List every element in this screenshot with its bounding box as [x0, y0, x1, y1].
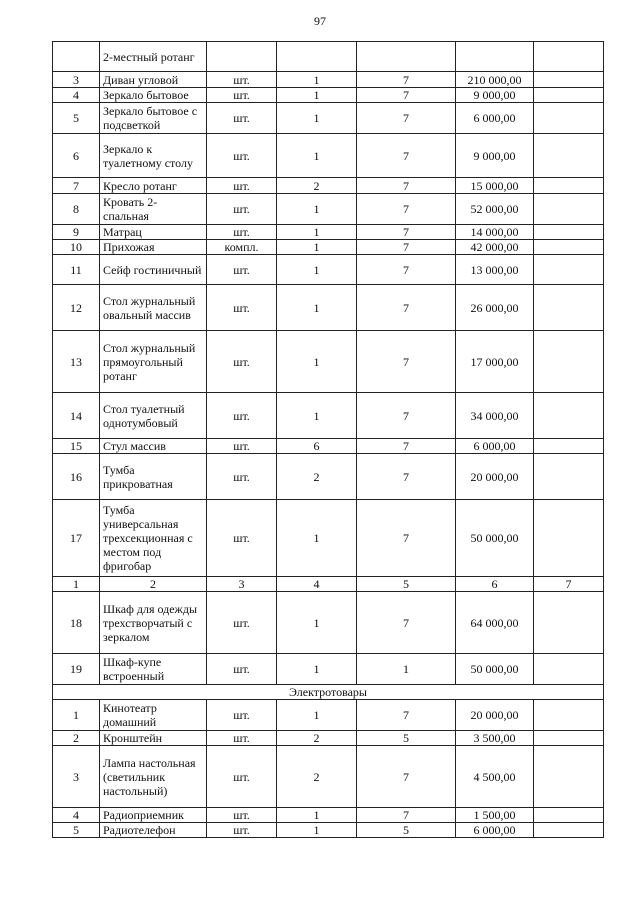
price-cell: 64 000,00 — [456, 592, 534, 654]
row-number-cell: 16 — [53, 454, 100, 500]
price-cell: 9 000,00 — [456, 134, 534, 178]
unit-cell: шт. — [207, 500, 277, 577]
row-number-cell: 3 — [53, 746, 100, 808]
unit-cell: шт. — [207, 823, 277, 838]
quantity-cell: 1 — [277, 103, 357, 134]
unit-cell: шт. — [207, 194, 277, 225]
service-life-cell: 7 — [357, 134, 456, 178]
item-name-cell: Шкаф-купе встроенный — [100, 654, 207, 685]
quantity-cell: 2 — [277, 454, 357, 500]
price-cell: 50 000,00 — [456, 654, 534, 685]
service-life-cell — [357, 42, 456, 72]
extra-cell — [534, 103, 604, 134]
quantity-cell: 1 — [277, 72, 357, 88]
extra-cell — [534, 255, 604, 285]
price-cell: 50 000,00 — [456, 500, 534, 577]
unit-cell: шт. — [207, 331, 277, 393]
extra-cell — [534, 500, 604, 577]
column-number-row — [53, 577, 604, 592]
extra-cell: 7 — [534, 577, 604, 592]
row-number-cell: 12 — [53, 285, 100, 331]
service-life-cell: 7 — [357, 72, 456, 88]
unit-cell: шт. — [207, 72, 277, 88]
table-row — [53, 88, 604, 103]
item-name-cell: Сейф гостиничный — [100, 255, 207, 285]
row-number-cell — [53, 42, 100, 72]
table-row — [53, 72, 604, 88]
row-number-cell: 18 — [53, 592, 100, 654]
quantity-cell: 2 — [277, 746, 357, 808]
price-cell — [456, 42, 534, 72]
quantity-cell: 1 — [277, 285, 357, 331]
item-name-cell: Прихожая — [100, 240, 207, 255]
row-number-cell: 1 — [53, 700, 100, 731]
price-cell: 20 000,00 — [456, 700, 534, 731]
quantity-cell: 1 — [277, 240, 357, 255]
quantity-cell: 1 — [277, 654, 357, 685]
price-cell: 52 000,00 — [456, 194, 534, 225]
row-number-cell: 8 — [53, 194, 100, 225]
extra-cell — [534, 439, 604, 454]
price-cell: 42 000,00 — [456, 240, 534, 255]
extra-cell — [534, 134, 604, 178]
quantity-cell: 1 — [277, 500, 357, 577]
quantity-cell: 1 — [277, 808, 357, 823]
extra-cell — [534, 331, 604, 393]
extra-cell — [534, 731, 604, 746]
item-name-cell: Кинотеатр домашний — [100, 700, 207, 731]
service-life-cell: 5 — [357, 731, 456, 746]
table-row — [53, 393, 604, 439]
table-row — [53, 42, 604, 72]
extra-cell — [534, 393, 604, 439]
inventory-table — [52, 41, 604, 838]
unit-cell — [207, 42, 277, 72]
extra-cell — [534, 240, 604, 255]
row-number-cell: 11 — [53, 255, 100, 285]
service-life-cell: 7 — [357, 454, 456, 500]
unit-cell: шт. — [207, 746, 277, 808]
table-row — [53, 592, 604, 654]
table-row — [53, 808, 604, 823]
table-row — [53, 178, 604, 194]
item-name-cell: Тумба универсальная трехсекционная с местом под фригобар — [100, 500, 207, 577]
unit-cell: шт. — [207, 255, 277, 285]
unit-cell: шт. — [207, 808, 277, 823]
service-life-cell: 7 — [357, 393, 456, 439]
unit-cell: шт. — [207, 731, 277, 746]
service-life-cell: 7 — [357, 285, 456, 331]
service-life-cell: 1 — [357, 654, 456, 685]
item-name-cell: Лампа настольная (светильник настольный) — [100, 746, 207, 808]
item-name-cell: Зеркало бытовое с подсветкой — [100, 103, 207, 134]
quantity-cell: 1 — [277, 255, 357, 285]
item-name-cell: Тумба прикроватная — [100, 454, 207, 500]
unit-cell: 3 — [207, 577, 277, 592]
unit-cell: шт. — [207, 700, 277, 731]
row-number-cell: 5 — [53, 823, 100, 838]
service-life-cell: 7 — [357, 439, 456, 454]
price-cell: 14 000,00 — [456, 225, 534, 240]
page-number: 97 — [314, 14, 326, 28]
table-row — [53, 731, 604, 746]
unit-cell: шт. — [207, 134, 277, 178]
item-name-cell: Радиоприемник — [100, 808, 207, 823]
unit-cell: шт. — [207, 393, 277, 439]
extra-cell — [534, 42, 604, 72]
extra-cell — [534, 808, 604, 823]
item-name-cell: 2-местный ротанг — [100, 42, 207, 72]
price-cell: 15 000,00 — [456, 178, 534, 194]
price-cell: 4 500,00 — [456, 746, 534, 808]
row-number-cell: 13 — [53, 331, 100, 393]
extra-cell — [534, 225, 604, 240]
service-life-cell: 7 — [357, 700, 456, 731]
quantity-cell: 2 — [277, 178, 357, 194]
item-name-cell: Зеркало к туалетному столу — [100, 134, 207, 178]
price-cell: 17 000,00 — [456, 331, 534, 393]
price-cell: 6 000,00 — [456, 439, 534, 454]
quantity-cell: 4 — [277, 577, 357, 592]
row-number-cell: 14 — [53, 393, 100, 439]
extra-cell — [534, 454, 604, 500]
table-row — [53, 439, 604, 454]
table-row — [53, 240, 604, 255]
extra-cell — [534, 72, 604, 88]
row-number-cell: 4 — [53, 88, 100, 103]
price-cell: 20 000,00 — [456, 454, 534, 500]
row-number-cell: 15 — [53, 439, 100, 454]
service-life-cell: 7 — [357, 103, 456, 134]
quantity-cell — [277, 42, 357, 72]
row-number-cell: 6 — [53, 134, 100, 178]
row-number-cell: 4 — [53, 808, 100, 823]
price-cell: 6 000,00 — [456, 823, 534, 838]
table-row — [53, 255, 604, 285]
table-row — [53, 746, 604, 808]
item-name-cell: Кресло ротанг — [100, 178, 207, 194]
service-life-cell: 7 — [357, 194, 456, 225]
extra-cell — [534, 823, 604, 838]
price-cell: 3 500,00 — [456, 731, 534, 746]
item-name-cell: 2 — [100, 577, 207, 592]
table-row — [53, 700, 604, 731]
row-number-cell: 5 — [53, 103, 100, 134]
quantity-cell: 1 — [277, 393, 357, 439]
price-cell: 34 000,00 — [456, 393, 534, 439]
service-life-cell: 7 — [357, 255, 456, 285]
price-cell: 26 000,00 — [456, 285, 534, 331]
item-name-cell: Диван угловой — [100, 72, 207, 88]
unit-cell: шт. — [207, 103, 277, 134]
service-life-cell: 7 — [357, 808, 456, 823]
table-row — [53, 285, 604, 331]
item-name-cell: Кронштейн — [100, 731, 207, 746]
unit-cell: шт. — [207, 88, 277, 103]
table-row — [53, 331, 604, 393]
row-number-cell: 17 — [53, 500, 100, 577]
service-life-cell: 5 — [357, 823, 456, 838]
unit-cell: шт. — [207, 454, 277, 500]
table-row — [53, 654, 604, 685]
item-name-cell: Радиотелефон — [100, 823, 207, 838]
row-number-cell: 19 — [53, 654, 100, 685]
service-life-cell: 7 — [357, 240, 456, 255]
row-number-cell: 10 — [53, 240, 100, 255]
item-name-cell: Стол туалетный однотумбовый — [100, 393, 207, 439]
extra-cell — [534, 194, 604, 225]
price-cell: 6 — [456, 577, 534, 592]
quantity-cell: 6 — [277, 439, 357, 454]
quantity-cell: 1 — [277, 331, 357, 393]
extra-cell — [534, 746, 604, 808]
table-row — [53, 823, 604, 838]
quantity-cell: 1 — [277, 88, 357, 103]
service-life-cell: 7 — [357, 592, 456, 654]
service-life-cell: 7 — [357, 178, 456, 194]
item-name-cell: Кровать 2-спальная — [100, 194, 207, 225]
extra-cell — [534, 285, 604, 331]
service-life-cell: 7 — [357, 225, 456, 240]
unit-cell: компл. — [207, 240, 277, 255]
service-life-cell: 7 — [357, 331, 456, 393]
inventory-table-body — [53, 42, 604, 838]
service-life-cell: 7 — [357, 500, 456, 577]
service-life-cell: 7 — [357, 746, 456, 808]
item-name-cell: Матрац — [100, 225, 207, 240]
unit-cell: шт. — [207, 592, 277, 654]
service-life-cell: 7 — [357, 88, 456, 103]
price-cell: 9 000,00 — [456, 88, 534, 103]
quantity-cell: 1 — [277, 823, 357, 838]
quantity-cell: 1 — [277, 225, 357, 240]
item-name-cell: Шкаф для одежды трехстворчатый с зеркалом — [100, 592, 207, 654]
extra-cell — [534, 592, 604, 654]
unit-cell: шт. — [207, 178, 277, 194]
table-row — [53, 194, 604, 225]
row-number-cell: 9 — [53, 225, 100, 240]
item-name-cell: Стол журнальный овальный массив — [100, 285, 207, 331]
quantity-cell: 2 — [277, 731, 357, 746]
unit-cell: шт. — [207, 654, 277, 685]
unit-cell: шт. — [207, 439, 277, 454]
price-cell: 1 500,00 — [456, 808, 534, 823]
quantity-cell: 1 — [277, 700, 357, 731]
table-row — [53, 500, 604, 577]
row-number-cell: 3 — [53, 72, 100, 88]
unit-cell: шт. — [207, 225, 277, 240]
extra-cell — [534, 700, 604, 731]
service-life-cell: 5 — [357, 577, 456, 592]
row-number-cell: 2 — [53, 731, 100, 746]
price-cell: 210 000,00 — [456, 72, 534, 88]
table-row — [53, 225, 604, 240]
row-number-cell: 1 — [53, 577, 100, 592]
price-cell: 13 000,00 — [456, 255, 534, 285]
unit-cell: шт. — [207, 285, 277, 331]
item-name-cell: Зеркало бытовое — [100, 88, 207, 103]
extra-cell — [534, 178, 604, 194]
table-row — [53, 103, 604, 134]
table-row — [53, 454, 604, 500]
quantity-cell: 1 — [277, 134, 357, 178]
quantity-cell: 1 — [277, 194, 357, 225]
extra-cell — [534, 88, 604, 103]
section-title: Электротовары — [53, 685, 604, 700]
row-number-cell: 7 — [53, 178, 100, 194]
extra-cell — [534, 654, 604, 685]
item-name-cell: Стол журнальный прямоугольный ротанг — [100, 331, 207, 393]
section-row — [53, 685, 604, 700]
quantity-cell: 1 — [277, 592, 357, 654]
table-row — [53, 134, 604, 178]
item-name-cell: Стул массив — [100, 439, 207, 454]
price-cell: 6 000,00 — [456, 103, 534, 134]
